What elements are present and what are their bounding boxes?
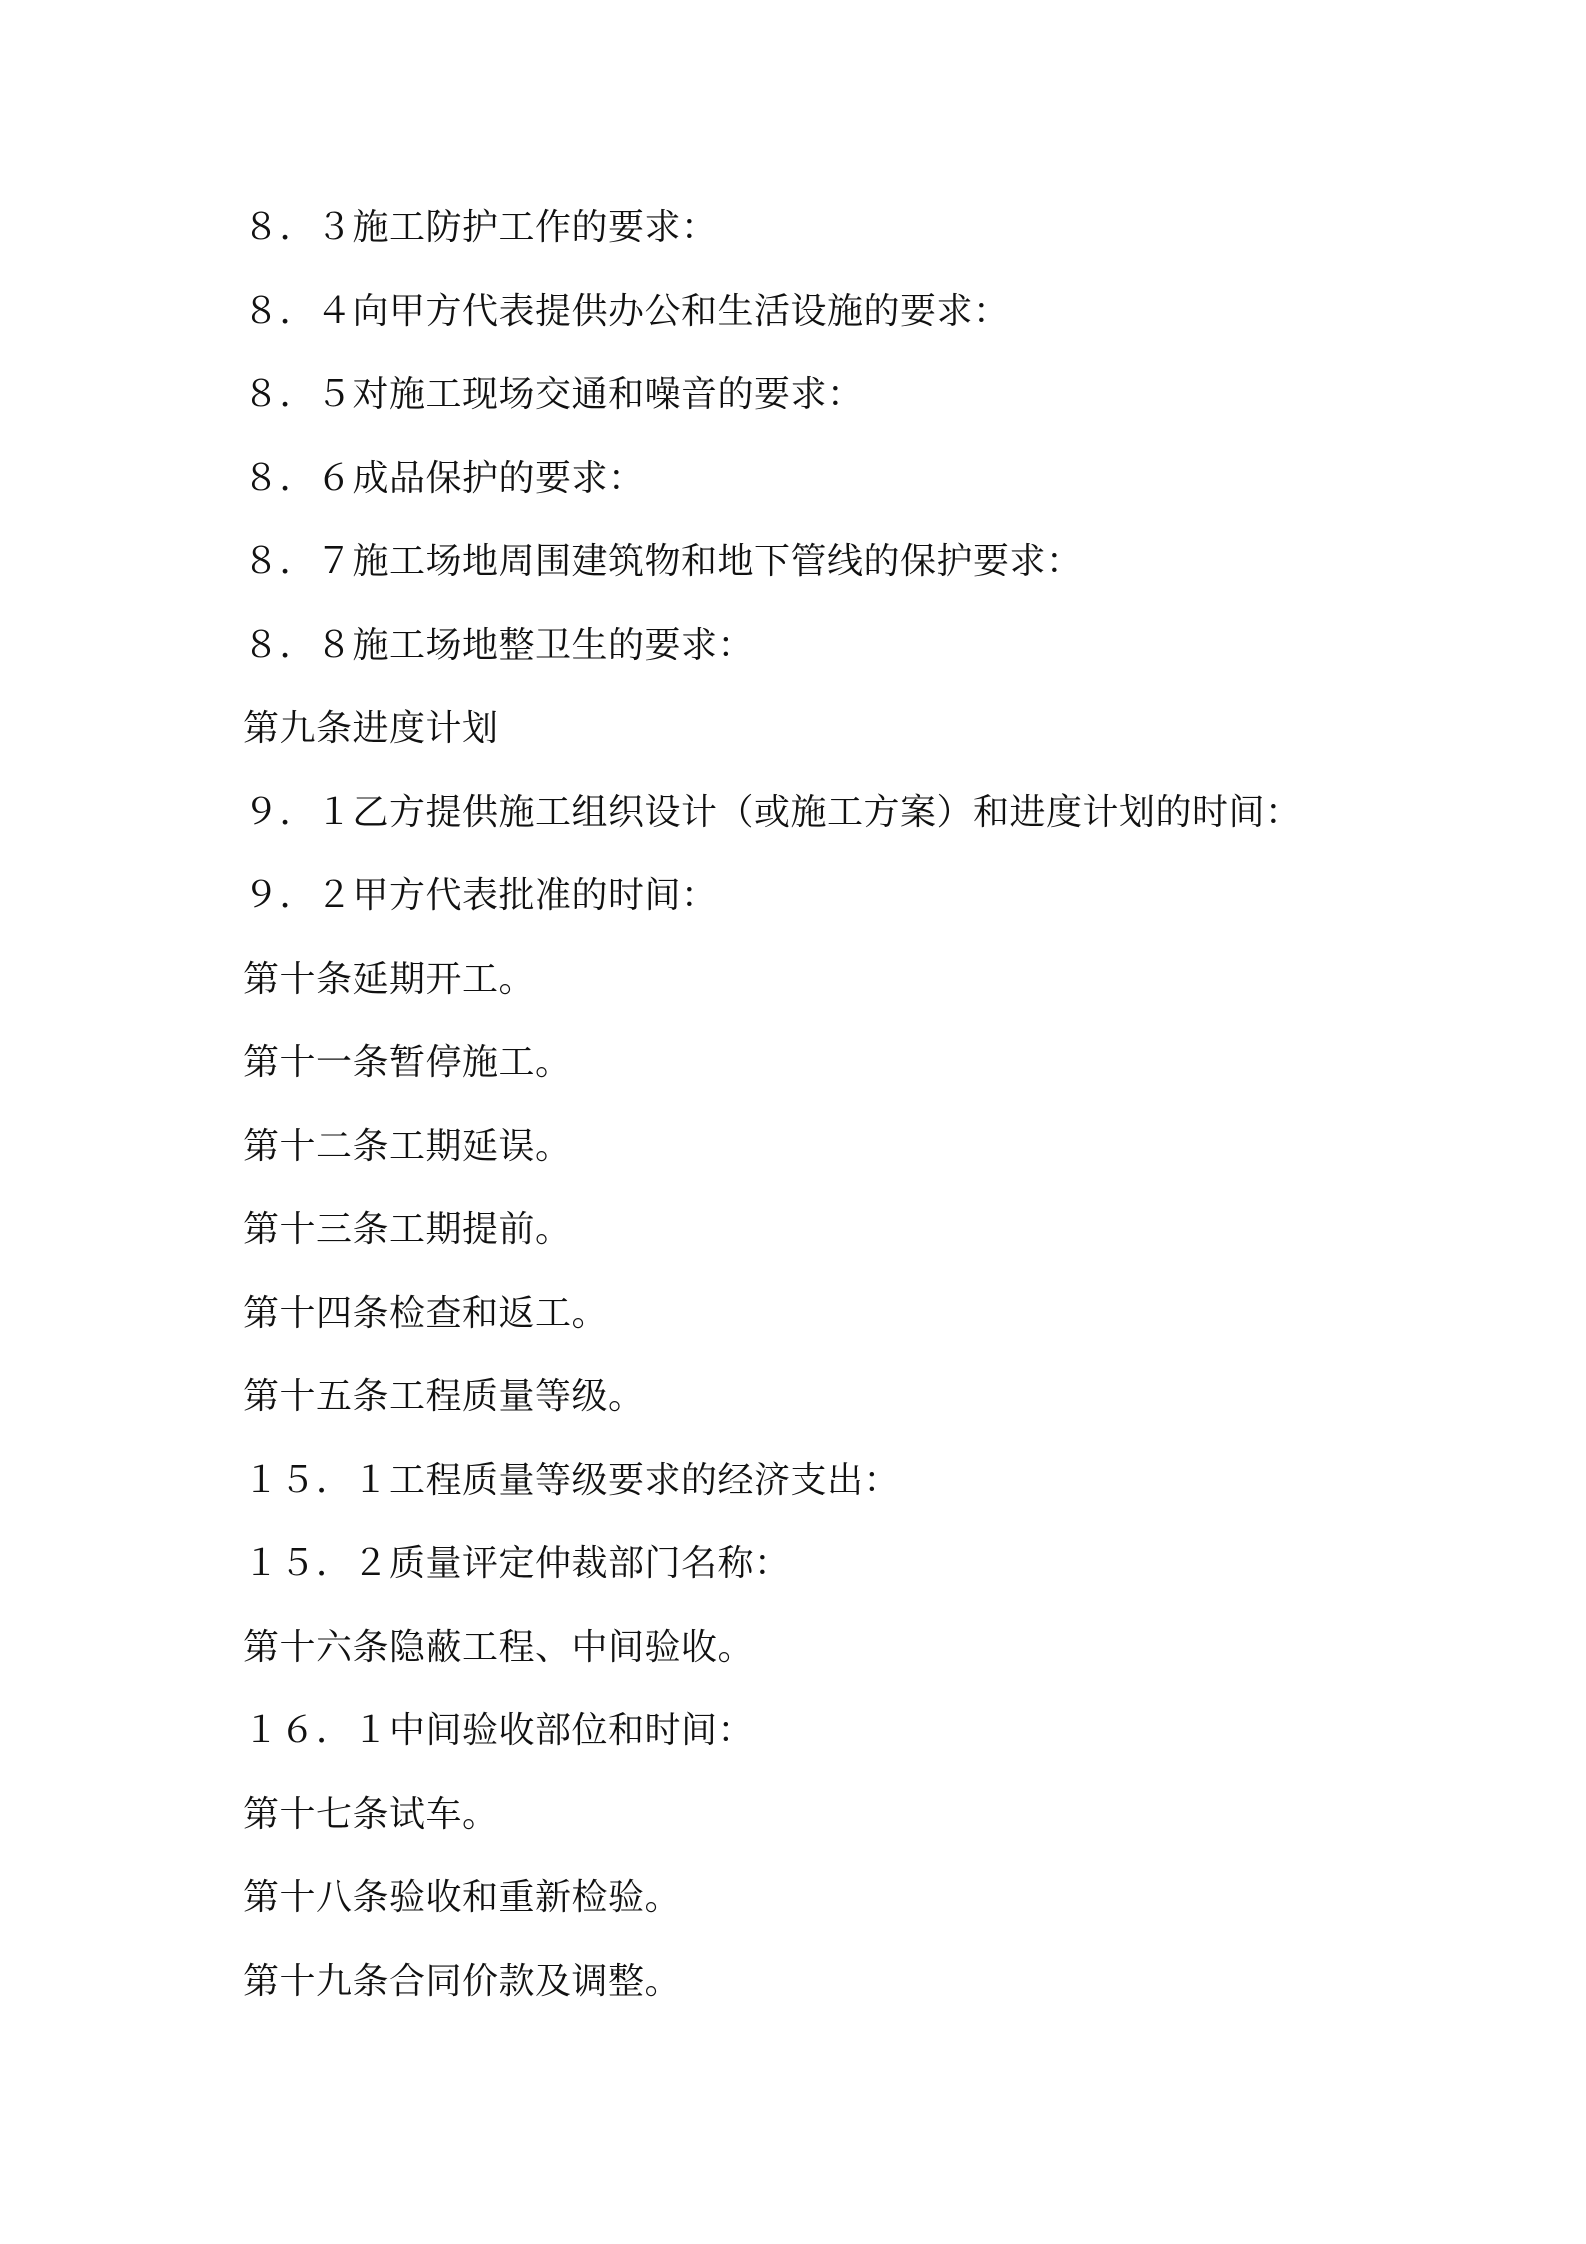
- article-18-heading: 第十八条验收和重新检验。: [243, 1877, 682, 1918]
- clause-8-3: ８．３施工防护工作的要求：: [243, 207, 718, 248]
- clause-9-2: ９．２甲方代表批准的时间：: [243, 875, 718, 916]
- clause-8-4: ８．４向甲方代表提供办公和生活设施的要求：: [243, 290, 1010, 332]
- clause-8-8: ８．８施工场地整卫生的要求：: [243, 624, 755, 666]
- clause-8-5: ８．５对施工现场交通和噪音的要求：: [243, 374, 864, 415]
- article-12-heading: 第十二条工期延误。: [243, 1125, 572, 1167]
- clause-16-1: １６．１中间验收部位和时间：: [243, 1710, 755, 1751]
- article-13-heading: 第十三条工期提前。: [243, 1209, 572, 1250]
- article-17-heading: 第十七条试车。: [243, 1793, 499, 1835]
- clause-8-7: ８．７施工场地周围建筑物和地下管线的保护要求：: [243, 541, 1083, 582]
- article-10-heading: 第十条延期开工。: [243, 958, 536, 1000]
- article-19-heading: 第十九条合同价款及调整。: [243, 1960, 682, 2002]
- clause-8-6: ８．６成品保护的要求：: [243, 457, 645, 499]
- clause-9-1: ９．１乙方提供施工组织设计（或施工方案）和进度计划的时间：: [243, 791, 1302, 833]
- article-16-heading: 第十六条隐蔽工程、中间验收。: [243, 1626, 755, 1668]
- article-14-heading: 第十四条检查和返工。: [243, 1292, 609, 1334]
- document-body: [243, 200, 1543, 2037]
- article-11-heading: 第十一条暂停施工。: [243, 1042, 572, 1083]
- clause-15-2: １５．２质量评定仲裁部门名称：: [243, 1543, 791, 1584]
- article-15-heading: 第十五条工程质量等级。: [243, 1376, 645, 1417]
- article-9-heading: 第九条进度计划: [243, 708, 499, 749]
- clause-15-1: １５．１工程质量等级要求的经济支出：: [243, 1459, 901, 1501]
